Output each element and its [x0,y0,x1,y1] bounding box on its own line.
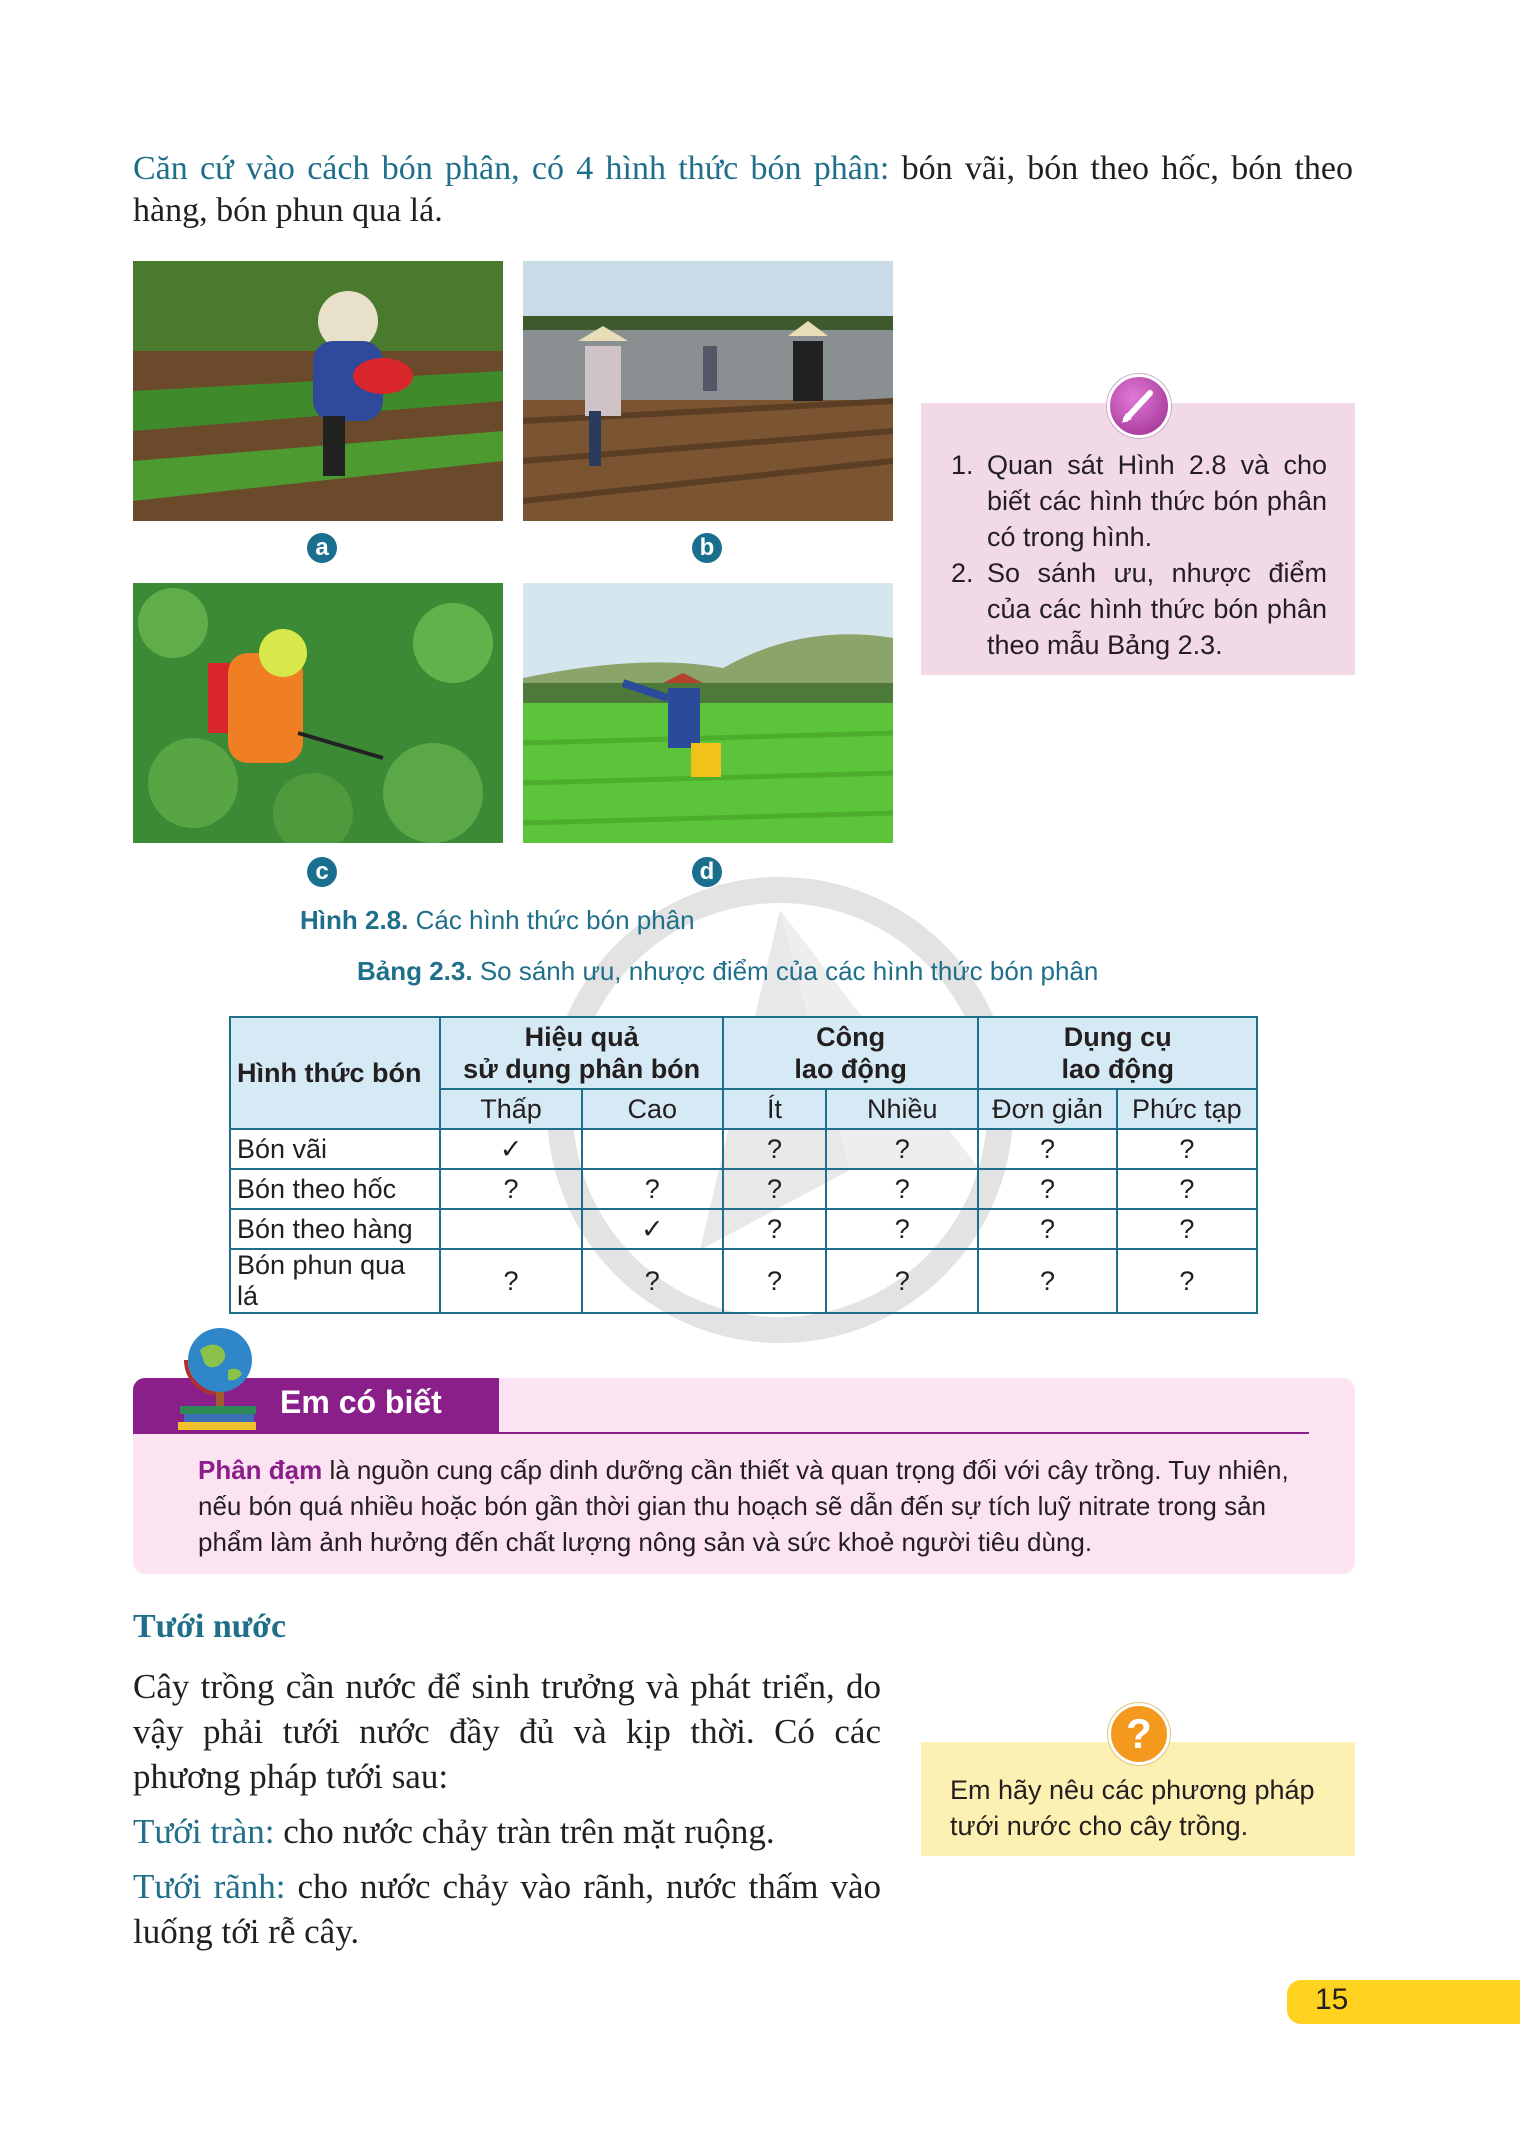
figure-label-d: d [692,857,722,887]
table-cell: ? [1117,1169,1257,1209]
did-you-know-text [198,1452,1298,1560]
table-cell: ✓ [582,1209,723,1249]
table-caption-number: Bảng 2.3. [357,956,473,986]
pencil-icon [1107,374,1171,438]
method-desc: cho nước chảy vào rãnh, nước thấm vào luống tới rễ cây. [133,1867,881,1951]
table-row [230,1169,1257,1209]
table-cell: ? [440,1169,581,1209]
question-text: Em hãy nêu các phương pháp tưới nước cho cây trồng. [950,1775,1315,1841]
figure-label-a: a [307,533,337,563]
header-efficiency-line1: Hiệu quả [524,1022,639,1052]
figure-caption-text: Các hình thức bón phân [408,905,695,935]
figure-label-b: b [692,533,722,563]
method-term: Tưới tràn: [133,1812,275,1851]
subheader-cell: Nhiều [826,1089,978,1129]
table-row [230,1129,1257,1169]
table-cell: ? [440,1249,581,1313]
table-cell: ? [723,1209,826,1249]
table-cell [440,1209,581,1249]
subheader-cell: Thấp [440,1089,581,1129]
table-cell: Bón theo hốc [230,1169,440,1209]
globe-books-icon [178,1322,258,1434]
header-efficiency-line2: sử dụng phân bón [463,1054,701,1084]
activity-item: 2. So sánh ưu, nhược điểm của các hình thức bón phân theo mẫu Bảng 2.3. [981,555,1327,663]
table-cell: Bón theo hàng [230,1209,440,1249]
did-you-know-title: Em có biết [280,1384,442,1420]
activity-item: 1. Quan sát Hình 2.8 và cho biết các hình thức bón phân có trong hình. [981,447,1327,555]
figure-caption [300,905,695,936]
subheader-cell: Đơn giản [978,1089,1116,1129]
header-method: Hình thức bón [230,1017,440,1129]
page-number: 15 [1315,1983,1349,2016]
figure-caption-number: Hình 2.8. [300,905,409,935]
header-labor [723,1017,978,1089]
header-tools-line2: lao động [1061,1054,1174,1084]
subheader-cell: Phức tạp [1117,1089,1257,1129]
header-tools-line1: Dụng cụ [1063,1022,1172,1052]
table-caption-text: So sánh ưu, nhược điểm của các hình thức bón phân [472,956,1099,986]
watering-method-flood [133,1809,881,1854]
table-cell: ? [978,1129,1116,1169]
figure-label-c: c [307,857,337,887]
intro-rest: bón vãi, bón theo hốc, bón theo hàng, bón phun qua lá. [133,150,1354,229]
method-term: Tưới rãnh: [133,1867,286,1906]
table-cell: Bón vãi [230,1129,440,1169]
table-cell: ? [723,1129,826,1169]
photo-d-rice-field [523,583,893,843]
table-header-row [230,1017,1257,1089]
table-cell [582,1129,723,1169]
header-tools [978,1017,1257,1089]
subheader-cell: Ít [723,1089,826,1129]
activity-box [921,403,1355,675]
section-heading: Tưới nước [133,1608,287,1645]
did-you-know-term: Phân đạm [198,1455,323,1485]
table-cell: ? [978,1249,1116,1313]
watering-method-furrow [133,1864,881,1954]
table-cell: ? [582,1249,723,1313]
activity-list [921,447,1327,663]
table-cell: ? [1117,1209,1257,1249]
did-you-know-body: là nguồn cung cấp dinh dưỡng cần thiết và quan trọng đối với cây trồng. Tuy nhiên, nếu bón quá nhiều hoặc bón gần thời gian thu hoạch sẽ dẫn đến sự tích luỹ nitrate trong sản phẩm làm ảnh hưởng đến chất lượng nông sản và sức khoẻ người tiêu dùng. [198,1455,1289,1557]
photo-b-broadcast-field [523,261,893,521]
table-cell: ? [978,1209,1116,1249]
table-cell: ? [582,1169,723,1209]
table-cell: ? [826,1169,978,1209]
table-cell: ? [826,1129,978,1169]
table-row [230,1209,1257,1249]
header-labor-line2: lao động [794,1054,907,1084]
table-cell: Bón phun qua lá [230,1249,440,1313]
table-cell: ? [1117,1129,1257,1169]
table-row [230,1249,1257,1313]
table-cell: ? [1117,1249,1257,1313]
header-efficiency [440,1017,723,1089]
table-cell: ? [826,1209,978,1249]
table-cell: ? [723,1169,826,1209]
header-labor-line1: Công [816,1022,886,1052]
subheader-cell: Cao [582,1089,723,1129]
did-you-know-divider [499,1432,1309,1434]
question-mark-icon: ? [1108,1703,1170,1765]
method-desc: cho nước chảy tràn trên mặt ruộng. [274,1812,775,1851]
table-cell: ? [826,1249,978,1313]
photo-a-broadcast-fertilizer [133,261,503,521]
table-cell: ? [723,1249,826,1313]
intro-lead: Căn cứ vào cách bón phân, có 4 hình thức bón phân: [133,150,890,187]
intro-paragraph [133,148,1353,232]
table-caption [357,956,1098,987]
watering-section [133,1664,881,1964]
watering-intro: Cây trồng cần nước để sinh trưởng và phát triển, do vậy phải tưới nước đầy đủ và kịp thời. Có các phương pháp tưới sau: [133,1667,881,1796]
comparison-table [229,1016,1258,1314]
table-cell: ✓ [440,1129,581,1169]
photo-c-foliar-spray [133,583,503,843]
table-cell: ? [978,1169,1116,1209]
